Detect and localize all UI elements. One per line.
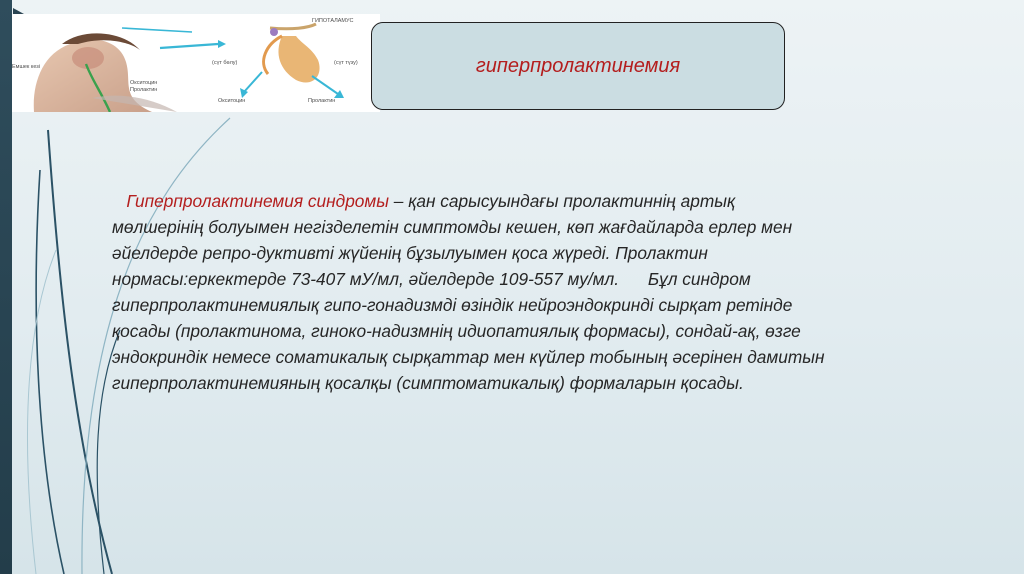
svg-text:Окситоцин: Окситоцин	[218, 98, 246, 104]
svg-text:Пролактин: Пролактин	[308, 98, 336, 104]
left-accent-bar	[0, 0, 12, 574]
slide-title: гиперпролактинемия	[475, 54, 681, 77]
svg-text:(сүт бөлу): (сүт бөлу)	[212, 60, 238, 66]
svg-text:Емшек кезі: Емшек кезі	[12, 64, 41, 70]
paragraph-line-6: қосады (пролактинома, гиноко-надизмнің идиопатиялық формасы), сондай-ақ, өзге	[112, 321, 801, 341]
paragraph-line-2: мөлшерінің болуымен негізделетін симптомды кешен, көп жағдайларда ерлер мен	[112, 217, 793, 237]
title-box	[371, 22, 785, 110]
svg-text:(сүт түзу): (сүт түзу)	[334, 60, 358, 66]
svg-text:Окситоцин: Окситоцин	[130, 80, 158, 86]
definition-paragraph	[112, 188, 942, 396]
paragraph-line-1: – қан сарысуындағы пролактиннің артық	[388, 191, 736, 211]
paragraph-line-8: гиперпролактинемияның қосалқы (симптоматикалық) формаларын қосады.	[112, 373, 744, 393]
paragraph-line-7: эндокриндік немесе соматикалық сырқаттар мен күйлер тобының әсерінен дамитын	[112, 347, 825, 367]
svg-text:Пролактин: Пролактин	[130, 87, 158, 93]
paragraph-line-5: гиперпролактинемиялық гипо-гонадизмді өзіндік нейроэндокринді сырқат ретінде	[112, 295, 793, 315]
hormone-pathway-illustration	[12, 14, 380, 112]
svg-text:ГИПОТАЛАМУС: ГИПОТАЛАМУС	[312, 18, 354, 24]
lead-term: Гиперпролактинемия синдромы	[126, 191, 389, 211]
paragraph-line-3: әйелдерде репро-дуктивті жүйенің бұзылуымен қоса жүреді. Пролактин	[112, 243, 708, 263]
paragraph-line-4: нормасы:еркектерде 73-407 мУ/мл, әйелдерде 109-557 му/мл. Бұл синдром	[112, 269, 751, 289]
